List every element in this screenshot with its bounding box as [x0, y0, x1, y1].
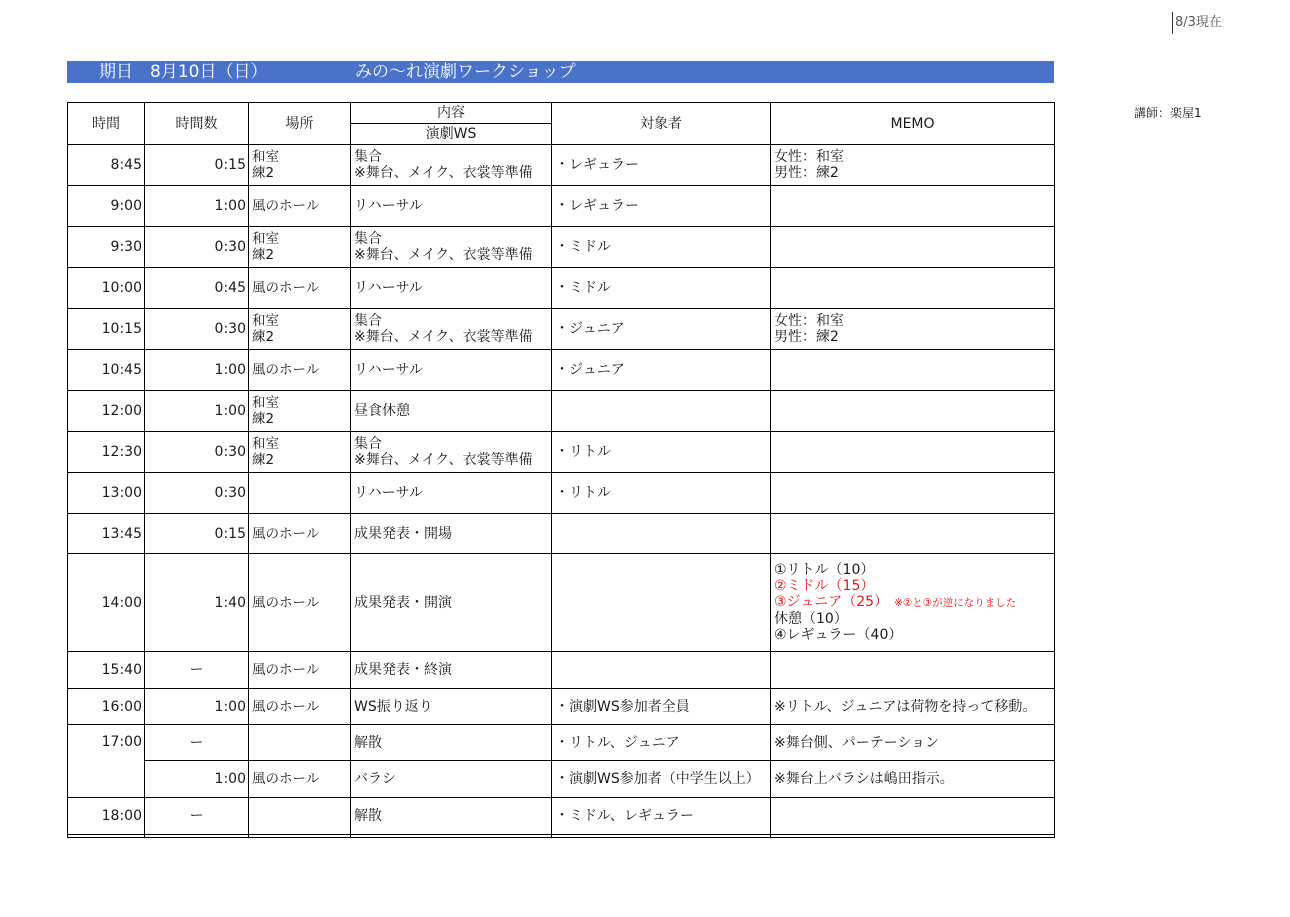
title-bar — [67, 61, 1054, 83]
cell-target-line: ・ジュニア — [555, 321, 625, 337]
cell-memo — [771, 309, 1055, 350]
cell-target — [552, 309, 771, 350]
cell-target — [552, 725, 771, 761]
cell-duration-line: 1:40 — [214, 594, 246, 611]
table-row — [68, 761, 1055, 798]
cell-duration-line: 0:30 — [214, 444, 246, 460]
cell-time — [68, 309, 145, 350]
cell-content-line: 成果発表・終演 — [354, 662, 452, 678]
cell-memo — [771, 725, 1055, 761]
cell-content — [351, 145, 552, 186]
cell-memo — [771, 798, 1055, 835]
cell-place — [249, 432, 351, 473]
cell-place — [249, 391, 351, 432]
cell-content — [351, 798, 552, 835]
cell-memo — [771, 554, 1055, 652]
cell-memo — [771, 761, 1055, 798]
cell-duration — [145, 391, 249, 432]
cell-time-line: 13:00 — [101, 485, 142, 501]
cell-place-line: 風のホール — [252, 198, 320, 214]
table-row — [68, 432, 1055, 473]
cell-place — [249, 268, 351, 309]
cell-target — [552, 268, 771, 309]
cell-time-line: 8:45 — [110, 157, 142, 173]
cell-content — [351, 227, 552, 268]
program-line-4: 休憩（10） — [774, 611, 848, 627]
cell-duration-line: ー — [189, 808, 204, 824]
table-row — [68, 391, 1055, 432]
cell-target-line: ・演劇WS参加者全員 — [555, 698, 690, 715]
cell-time-line: 17:00 — [101, 734, 142, 750]
cell-content — [351, 514, 552, 554]
cell-time-line: 9:00 — [110, 198, 142, 214]
cell-time-line: 10:00 — [101, 280, 142, 296]
cell-duration-line: 1:00 — [214, 362, 246, 378]
edge-cell — [351, 835, 552, 838]
cell-memo — [771, 473, 1055, 514]
cell-time — [68, 268, 145, 309]
cell-memo — [771, 652, 1055, 689]
cell-time — [68, 798, 145, 835]
program-line-3: ③ジュニア（25） — [774, 594, 889, 610]
table-row — [68, 186, 1055, 227]
schedule-table — [67, 102, 1055, 838]
cell-place — [249, 798, 351, 835]
cell-target — [552, 391, 771, 432]
cell-time — [68, 514, 145, 554]
cell-place-line: 練2 — [252, 165, 275, 181]
cell-target-line: ・リトル、ジュニア — [555, 734, 680, 751]
as-of-date: 8/3現在 — [1172, 12, 1222, 34]
cell-target-line: ・リトル — [555, 444, 611, 460]
cell-time — [68, 652, 145, 689]
cell-content — [351, 186, 552, 227]
cell-target-line: ・リトル — [555, 485, 611, 501]
table-row — [68, 350, 1055, 391]
cell-content-line: 集合 — [354, 436, 382, 452]
cell-content-line: 集合 — [354, 313, 382, 329]
cell-memo — [771, 391, 1055, 432]
cell-target — [552, 514, 771, 554]
cell-target — [552, 186, 771, 227]
table-row — [68, 145, 1055, 186]
cell-content — [351, 725, 552, 761]
edge-cell — [145, 835, 249, 838]
header-content-sub: 演劇WS — [351, 123, 551, 144]
cell-memo — [771, 432, 1055, 473]
cell-time-line: 12:00 — [101, 403, 142, 419]
cell-duration-line: ー — [189, 734, 204, 751]
cell-place — [249, 514, 351, 554]
cell-duration — [145, 432, 249, 473]
cell-target-line: ・ジュニア — [555, 362, 625, 378]
edge-cell — [68, 835, 145, 838]
table-row — [68, 268, 1055, 309]
cell-target-line: ・ミドル — [555, 280, 611, 296]
header-content-label: 内容 — [437, 105, 465, 121]
cell-content — [351, 473, 552, 514]
cell-duration-line: 0:30 — [214, 239, 246, 255]
table-row — [68, 554, 1055, 652]
cell-time — [68, 227, 145, 268]
cell-duration — [145, 761, 249, 798]
cell-time-line: 9:30 — [110, 239, 142, 255]
cell-content — [351, 268, 552, 309]
cell-time — [68, 186, 145, 227]
header-content — [351, 103, 552, 145]
cell-content-line: リハーサル — [354, 362, 423, 378]
cell-content-line: ※舞台、メイク、衣裳等準備 — [354, 329, 533, 345]
cell-target-line: ・レギュラー — [555, 198, 639, 214]
cell-place-line: 練2 — [252, 452, 275, 468]
cell-memo-line: 男性：練2 — [774, 165, 839, 181]
cell-time-line: 14:00 — [101, 594, 142, 611]
cell-duration — [145, 798, 249, 835]
cell-duration — [145, 186, 249, 227]
cell-place — [249, 761, 351, 798]
cell-target-line: ・ミドル、レギュラー — [555, 808, 694, 824]
cell-content — [351, 432, 552, 473]
cell-target — [552, 761, 771, 798]
cell-place-line: 和室 — [252, 395, 279, 411]
cell-duration-line: 0:15 — [214, 157, 246, 173]
cell-target — [552, 798, 771, 835]
table-bottom-edge — [68, 835, 1055, 838]
cell-content-line: バラシ — [354, 771, 396, 787]
header-memo: MEMO — [771, 103, 1055, 145]
header-duration: 時間数 — [145, 103, 249, 145]
cell-target — [552, 432, 771, 473]
cell-duration-line: 1:00 — [214, 198, 246, 214]
cell-memo — [771, 145, 1055, 186]
cell-content-line: 成果発表・開演 — [354, 594, 452, 611]
cell-time-line: 18:00 — [101, 808, 142, 824]
cell-duration-line: 0:30 — [214, 485, 246, 501]
cell-duration — [145, 145, 249, 186]
cell-duration-line: 0:30 — [214, 321, 246, 337]
cell-content-line: リハーサル — [354, 485, 423, 501]
cell-place — [249, 309, 351, 350]
cell-memo-line: ※リトル、ジュニアは荷物を持って移動。 — [774, 698, 1037, 715]
event-name: みの～れ演劇ワークショップ — [355, 62, 576, 82]
cell-time-line: 13:45 — [101, 525, 142, 542]
cell-time-line: 12:30 — [101, 444, 142, 460]
cell-place-line: 和室 — [252, 436, 279, 452]
cell-duration — [145, 473, 249, 514]
cell-target-line: ・演劇WS参加者（中学生以上） — [555, 771, 760, 787]
cell-target — [552, 689, 771, 725]
cell-place-line: 和室 — [252, 149, 279, 165]
cell-duration — [145, 652, 249, 689]
cell-content-line: 集合 — [354, 231, 382, 247]
cell-content-line: 解散 — [354, 734, 382, 751]
table-row — [68, 473, 1055, 514]
program-line-5: ④レギュラー（40） — [774, 627, 903, 643]
header-target: 対象者 — [552, 103, 771, 145]
cell-target-line: ・ミドル — [555, 239, 611, 255]
header-row — [68, 103, 1055, 145]
cell-place-line: 和室 — [252, 231, 279, 247]
cell-content-line: 解散 — [354, 808, 382, 824]
cell-content — [351, 350, 552, 391]
cell-content-line: ※舞台、メイク、衣裳等準備 — [354, 247, 533, 263]
cell-target — [552, 227, 771, 268]
cell-memo — [771, 186, 1055, 227]
cell-target — [552, 350, 771, 391]
table-row — [68, 227, 1055, 268]
table-row — [68, 725, 1055, 761]
cell-content — [351, 761, 552, 798]
program-note: ※②と③が逆になりました — [894, 597, 1017, 609]
cell-time — [68, 689, 145, 725]
cell-place-line: 練2 — [252, 247, 275, 263]
cell-content — [351, 689, 552, 725]
cell-place-line: 練2 — [252, 411, 275, 427]
program-line-1: ①リトル（10） — [774, 562, 875, 578]
cell-content — [351, 554, 552, 652]
table-row — [68, 689, 1055, 725]
cell-duration-line: 1:00 — [214, 403, 246, 419]
cell-target — [552, 473, 771, 514]
cell-content — [351, 391, 552, 432]
cell-time — [68, 350, 145, 391]
cell-place — [249, 350, 351, 391]
cell-place-line: 風のホール — [252, 594, 320, 611]
table-row — [68, 309, 1055, 350]
cell-content-line: 昼食休憩 — [354, 403, 410, 419]
cell-content-line: リハーサル — [354, 280, 423, 296]
cell-target — [552, 145, 771, 186]
cell-memo-line: 女性：和室 — [774, 149, 844, 165]
cell-place-line: 風のホール — [252, 698, 320, 715]
cell-target — [552, 652, 771, 689]
cell-place-line: 風のホール — [252, 662, 320, 678]
header-time: 時間 — [68, 103, 145, 145]
cell-place — [249, 554, 351, 652]
table-row — [68, 798, 1055, 835]
cell-target — [552, 554, 771, 652]
cell-time — [68, 145, 145, 186]
program-line-2: ②ミドル（15） — [774, 578, 875, 594]
cell-duration — [145, 227, 249, 268]
cell-duration — [145, 309, 249, 350]
cell-time — [68, 725, 145, 798]
cell-duration-line: 0:45 — [214, 280, 246, 296]
cell-duration — [145, 514, 249, 554]
cell-duration-line: 0:15 — [214, 525, 246, 542]
cell-time-line: 10:45 — [101, 362, 142, 378]
cell-content — [351, 652, 552, 689]
event-date: 期日 8月10日（日） — [99, 62, 268, 82]
cell-place-line: 風のホール — [252, 771, 320, 787]
cell-time — [68, 391, 145, 432]
cell-place-line: 風のホール — [252, 362, 320, 378]
cell-target-line: ・レギュラー — [555, 157, 639, 173]
cell-time — [68, 554, 145, 652]
cell-memo-line: ※舞台上バラシは嶋田指示。 — [774, 771, 954, 787]
cell-duration — [145, 725, 249, 761]
cell-memo — [771, 268, 1055, 309]
cell-memo — [771, 689, 1055, 725]
header-place: 場所 — [249, 103, 351, 145]
cell-content — [351, 309, 552, 350]
cell-content-line: ※舞台、メイク、衣裳等準備 — [354, 165, 533, 181]
cell-place — [249, 227, 351, 268]
cell-memo — [771, 227, 1055, 268]
cell-time-line: 15:40 — [101, 662, 142, 678]
edge-cell — [249, 835, 351, 838]
cell-content-line: WS振り返り — [354, 698, 433, 715]
instructor-label: 講師：楽屋1 — [1134, 106, 1202, 120]
cell-memo-line: ※舞台側、パーテーション — [774, 734, 940, 751]
program-line-3-wrap — [774, 594, 1051, 611]
cell-time-line: 16:00 — [101, 698, 142, 715]
cell-time-line: 10:15 — [101, 321, 142, 337]
cell-duration — [145, 554, 249, 652]
cell-place — [249, 652, 351, 689]
cell-content-line: ※舞台、メイク、衣裳等準備 — [354, 452, 533, 468]
cell-duration-line: 1:00 — [214, 698, 246, 715]
cell-time — [68, 432, 145, 473]
cell-place — [249, 186, 351, 227]
cell-duration — [145, 689, 249, 725]
cell-memo — [771, 514, 1055, 554]
cell-place-line: 和室 — [252, 313, 279, 329]
cell-place — [249, 145, 351, 186]
cell-duration — [145, 268, 249, 309]
table-row — [68, 652, 1055, 689]
cell-time — [68, 473, 145, 514]
table-row — [68, 514, 1055, 554]
cell-content-line: 集合 — [354, 149, 382, 165]
edge-cell — [771, 835, 1055, 838]
cell-duration — [145, 350, 249, 391]
cell-content-line: リハーサル — [354, 198, 423, 214]
cell-place-line: 風のホール — [252, 525, 320, 542]
cell-duration-line: ー — [189, 662, 204, 678]
cell-content-line: 成果発表・開場 — [354, 525, 452, 542]
cell-memo — [771, 350, 1055, 391]
cell-memo-line: 女性：和室 — [774, 313, 844, 329]
cell-place — [249, 689, 351, 725]
cell-memo-line: 男性：練2 — [774, 329, 839, 345]
cell-place-line: 風のホール — [252, 280, 320, 296]
cell-place-line: 練2 — [252, 329, 275, 345]
cell-place — [249, 725, 351, 761]
cell-place — [249, 473, 351, 514]
cell-duration-line: 1:00 — [214, 771, 246, 787]
edge-cell — [552, 835, 771, 838]
